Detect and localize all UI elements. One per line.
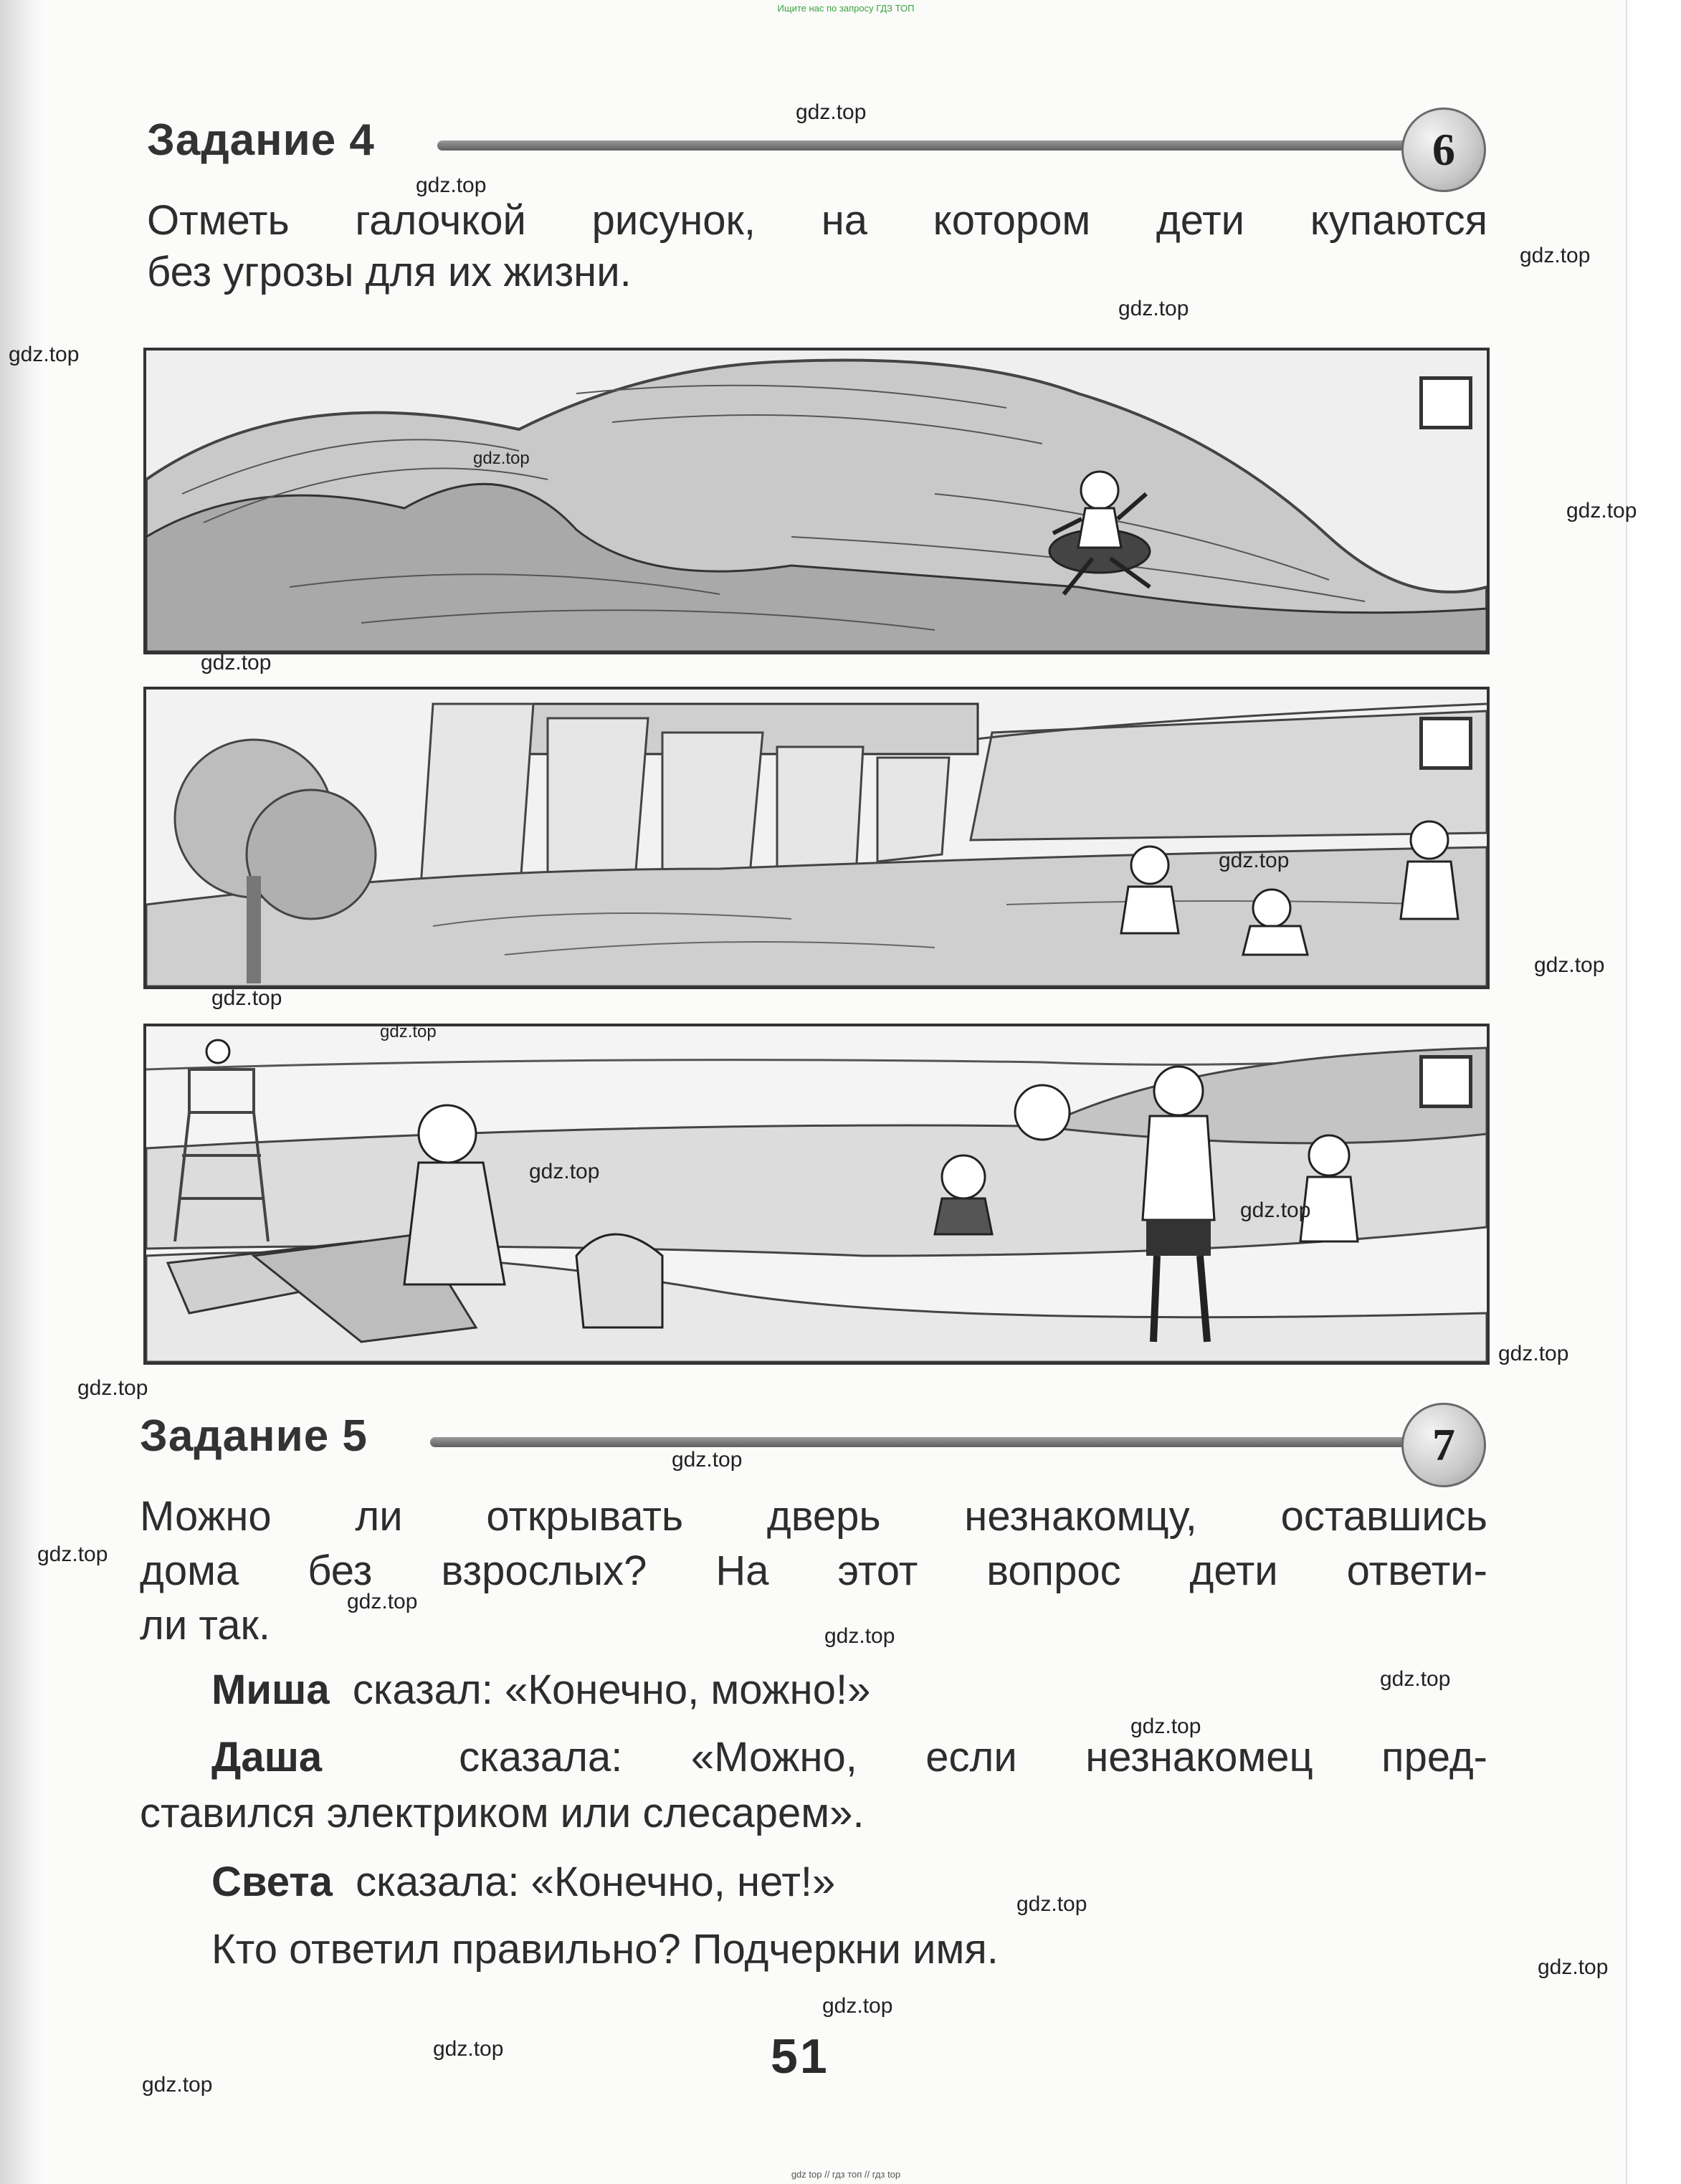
watermark: gdz.top bbox=[347, 1590, 418, 1613]
answer-misha bbox=[211, 1664, 1487, 1716]
picture-dam-checkbox[interactable] bbox=[1419, 717, 1472, 770]
task5-line3: ли так. bbox=[140, 1602, 271, 1649]
picture-dam bbox=[143, 687, 1490, 989]
page-gutter-shadow bbox=[0, 0, 43, 2184]
watermark: gdz.top bbox=[473, 449, 530, 468]
watermark: gdz.top bbox=[1130, 1715, 1201, 1738]
watermark: gdz.top bbox=[201, 651, 272, 674]
watermark: gdz.top bbox=[37, 1542, 108, 1566]
picture-beach bbox=[143, 1024, 1490, 1365]
task5-title: Задание 5 bbox=[140, 1411, 368, 1461]
watermark: gdz.top bbox=[9, 343, 80, 366]
watermark: gdz.top bbox=[142, 2073, 213, 2097]
watermark: gdz.top bbox=[1534, 953, 1605, 977]
answer-text: сказал: «Конечно, можно!» bbox=[352, 1666, 871, 1713]
watermark: gdz.top bbox=[1380, 1667, 1451, 1691]
task5-line1: Можно ли открывать дверь незнакомцу, оставшись bbox=[140, 1493, 1487, 1540]
page-number: 51 bbox=[771, 2029, 829, 2084]
header-note: Ищите нас по запросу ГДЗ ТОП bbox=[777, 3, 915, 14]
answer-dasha bbox=[211, 1732, 1487, 1783]
watermark: gdz.top bbox=[1566, 499, 1637, 523]
answer-name[interactable]: Миша bbox=[211, 1666, 330, 1713]
page-edge bbox=[1626, 0, 1681, 2184]
answer-name[interactable]: Даша bbox=[211, 1734, 323, 1780]
task4-badge: 6 bbox=[1401, 108, 1486, 192]
task5-question: Кто ответил правильно? Подчеркни имя. bbox=[211, 1926, 999, 1973]
answer-sveta bbox=[211, 1856, 1487, 1908]
watermark: gdz.top bbox=[380, 1022, 437, 1041]
watermark: gdz.top bbox=[796, 100, 867, 124]
task5-badge: 7 bbox=[1401, 1403, 1486, 1487]
watermark: gdz.top bbox=[416, 173, 487, 197]
answer-text: сказала: «Конечно, нет!» bbox=[356, 1859, 836, 1905]
watermark: gdz.top bbox=[1498, 1342, 1569, 1365]
watermark: gdz.top bbox=[77, 1376, 148, 1400]
watermark: gdz.top bbox=[433, 2037, 504, 2061]
picture-beach-checkbox[interactable] bbox=[1419, 1055, 1472, 1108]
task4-divider bbox=[437, 140, 1412, 151]
watermark: gdz.top bbox=[1538, 1955, 1609, 1979]
picture-wave-checkbox[interactable] bbox=[1419, 376, 1472, 429]
watermark: gdz.top bbox=[1240, 1198, 1311, 1222]
task5-divider bbox=[430, 1437, 1412, 1447]
watermark: gdz.top bbox=[824, 1624, 895, 1648]
watermark: gdz.top bbox=[1219, 849, 1290, 872]
answer-dasha-continuation: ставился электриком или слесарем». bbox=[140, 1790, 865, 1836]
watermark: gdz.top bbox=[1016, 1892, 1087, 1916]
task4-instruction-line2: без угрозы для их жизни. bbox=[147, 249, 632, 295]
watermark: gdz.top bbox=[211, 986, 282, 1010]
picture-wave bbox=[143, 348, 1490, 654]
watermark: gdz.top bbox=[1520, 244, 1591, 267]
answer-text: сказала: «Можно, если незнакомец пред- bbox=[459, 1734, 1487, 1780]
footer-note: gdz top // гдз топ // гдз top bbox=[791, 2169, 901, 2180]
task4-title: Задание 4 bbox=[147, 115, 375, 165]
task4-instruction-line1: Отметь галочкой рисунок, на котором дети купаются bbox=[147, 197, 1487, 244]
watermark: gdz.top bbox=[822, 1994, 893, 2018]
watermark: gdz.top bbox=[672, 1448, 743, 1472]
watermark: gdz.top bbox=[1118, 297, 1189, 320]
task5-line2: дома без взрослых? На этот вопрос дети ответи- bbox=[140, 1548, 1487, 1594]
watermark: gdz.top bbox=[529, 1160, 600, 1183]
answer-name[interactable]: Света bbox=[211, 1859, 333, 1905]
